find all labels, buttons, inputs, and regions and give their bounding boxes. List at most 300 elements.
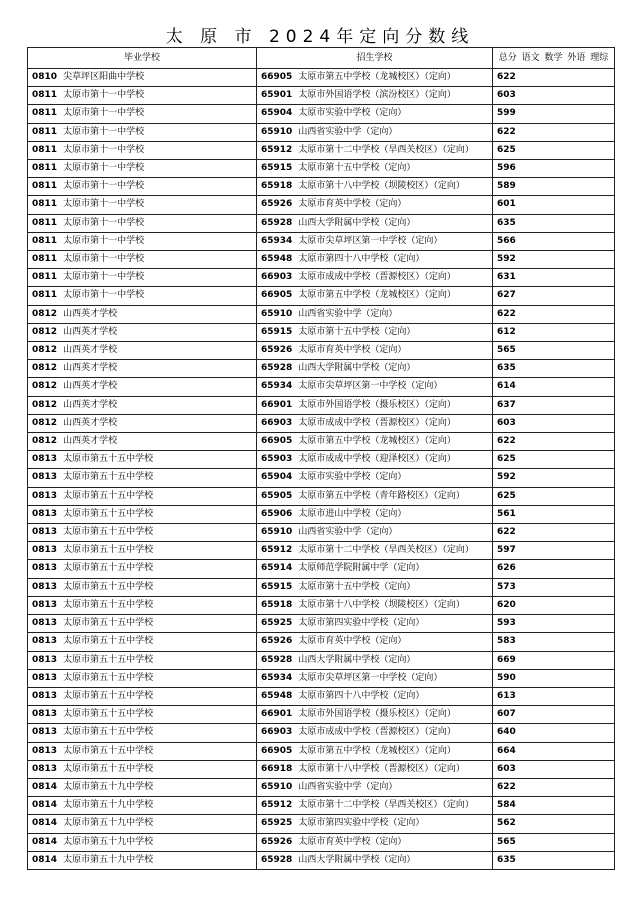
enrolling-school-cell: [257, 833, 493, 851]
enrolling-school-name: 太原市第十八中学校（坝陵校区）（定向）: [298, 599, 465, 610]
total-score: 561: [497, 508, 516, 519]
graduating-school-name: 太原市第五十五中学校: [63, 654, 154, 665]
graduating-school-name: 太原市第十一中学校: [63, 126, 145, 137]
enrolling-school-name: 太原市成成中学校（晋源校区）（定向）: [298, 272, 456, 283]
graduating-school-code: 0813: [32, 763, 58, 774]
enrolling-school-name: 太原市外国语学校（摄乐校区）（定向）: [298, 709, 456, 720]
enrolling-school-name: 太原市第四十八中学校（定向）: [298, 690, 425, 701]
graduating-school-cell: [28, 524, 257, 542]
graduating-school-code: 0813: [32, 545, 58, 556]
total-score: 627: [497, 290, 516, 301]
graduating-school-code: 0811: [32, 90, 58, 101]
graduating-school-cell: [28, 378, 257, 396]
enrolling-school-name: 山西大学附属中学校（定向）: [298, 854, 416, 865]
enrolling-school-name: 太原市尖草坪区第一中学校（定向）: [298, 381, 443, 392]
graduating-school-code: 0811: [32, 126, 58, 137]
graduating-school-name: 太原市第五十五中学校: [63, 545, 154, 556]
table-row: [28, 760, 615, 778]
score-cell: [493, 542, 615, 560]
enrolling-school-name: 太原市成成中学校（迎泽校区）（定向）: [298, 454, 456, 465]
enrolling-school-code: 65912: [261, 545, 293, 556]
cutoff-score-table: [27, 47, 615, 870]
graduating-school-cell: [28, 342, 257, 360]
graduating-school-code: 0814: [32, 854, 58, 865]
table-row: [28, 560, 615, 578]
enrolling-school-cell: [257, 669, 493, 687]
graduating-school-cell: [28, 724, 257, 742]
enrolling-school-cell: [257, 505, 493, 523]
enrolling-school-cell: [257, 305, 493, 323]
graduating-school-name: 太原市第五十五中学校: [63, 472, 154, 483]
enrolling-school-code: 65912: [261, 144, 293, 155]
enrolling-school-name: 山西大学附属中学校（定向）: [298, 654, 416, 665]
score-cell: [493, 633, 615, 651]
total-score: 622: [497, 72, 516, 82]
total-score: 573: [497, 581, 516, 592]
score-cell: [493, 760, 615, 778]
enrolling-school-code: 66901: [261, 709, 293, 720]
score-cell: [493, 578, 615, 596]
graduating-school-name: 太原市第十一中学校: [63, 144, 145, 155]
graduating-school-cell: [28, 778, 257, 796]
graduating-school-code: 0811: [32, 163, 58, 174]
enrolling-school-code: 65948: [261, 690, 293, 701]
table-row: [28, 815, 615, 833]
graduating-school-cell: [28, 360, 257, 378]
enrolling-school-cell: [257, 778, 493, 796]
graduating-school-cell: [28, 851, 257, 869]
score-cell: [493, 724, 615, 742]
table-row: [28, 797, 615, 815]
enrolling-school-name: 山西大学附属中学校（定向）: [298, 217, 416, 228]
graduating-school-code: 0811: [32, 290, 58, 301]
enrolling-school-code: 65904: [261, 472, 293, 483]
enrolling-school-name: 太原师范学院附属中学（定向）: [298, 563, 425, 574]
graduating-school-code: 0813: [32, 472, 58, 483]
graduating-school-code: 0811: [32, 272, 58, 283]
graduating-school-code: 0812: [32, 381, 58, 392]
enrolling-school-code: 65928: [261, 854, 293, 865]
header-graduating-school: 毕业学校: [28, 48, 257, 69]
enrolling-school-cell: [257, 196, 493, 214]
total-score: 566: [497, 235, 516, 246]
score-cell: [493, 560, 615, 578]
score-cell: [493, 487, 615, 505]
enrolling-school-code: 65904: [261, 108, 293, 119]
total-score: 584: [497, 800, 516, 811]
graduating-school-code: 0813: [32, 563, 58, 574]
enrolling-school-name: 太原市第五中学校（龙城校区）（定向）: [298, 745, 456, 756]
enrolling-school-cell: [257, 123, 493, 141]
graduating-school-cell: [28, 269, 257, 287]
score-cell: [493, 123, 615, 141]
total-score: 589: [497, 181, 516, 192]
graduating-school-cell: [28, 633, 257, 651]
enrolling-school-name: 太原市外国语学校（摄乐校区）（定向）: [298, 399, 456, 410]
enrolling-school-name: 太原市第十五中学校（定向）: [298, 581, 416, 592]
enrolling-school-cell: [257, 797, 493, 815]
enrolling-school-name: 太原市第十二中学校（旱西关校区）（定向）: [298, 800, 474, 811]
table-row: [28, 287, 615, 305]
score-cell: [493, 342, 615, 360]
total-score: 565: [497, 345, 516, 356]
graduating-school-name: 太原市第五十九中学校: [63, 781, 154, 792]
enrolling-school-name: 太原市实验中学校（定向）: [298, 108, 407, 119]
graduating-school-cell: [28, 414, 257, 432]
enrolling-school-code: 65915: [261, 581, 293, 592]
enrolling-school-cell: [257, 451, 493, 469]
graduating-school-name: 太原市第十一中学校: [63, 235, 145, 246]
score-cell: [493, 287, 615, 305]
graduating-school-name: 太原市第五十五中学校: [63, 508, 154, 519]
enrolling-school-code: 65910: [261, 527, 293, 538]
total-score: 593: [497, 618, 516, 629]
total-score: 635: [497, 217, 516, 228]
graduating-school-code: 0811: [32, 108, 58, 119]
graduating-school-cell: [28, 578, 257, 596]
total-score: 583: [497, 636, 516, 647]
graduating-school-cell: [28, 287, 257, 305]
total-score: 640: [497, 727, 516, 738]
total-score: 562: [497, 818, 516, 829]
graduating-school-code: 0814: [32, 800, 58, 811]
table-row: [28, 469, 615, 487]
enrolling-school-name: 太原市第五中学校（龙城校区）（定向）: [298, 436, 456, 447]
enrolling-school-cell: [257, 760, 493, 778]
graduating-school-name: 太原市第十一中学校: [63, 290, 145, 301]
enrolling-school-cell: [257, 542, 493, 560]
enrolling-school-name: 太原市第五中学校（龙城校区）（定向）: [298, 290, 456, 301]
graduating-school-code: 0811: [32, 144, 58, 155]
score-cell: [493, 505, 615, 523]
table-row: [28, 578, 615, 596]
graduating-school-code: 0813: [32, 618, 58, 629]
score-cell: [493, 596, 615, 614]
enrolling-school-cell: [257, 560, 493, 578]
enrolling-school-code: 66901: [261, 399, 293, 410]
graduating-school-name: 太原市第十一中学校: [63, 181, 145, 192]
total-score: 635: [497, 854, 516, 865]
table-row: [28, 451, 615, 469]
enrolling-school-name: 太原市尖草坪区第一中学校（定向）: [298, 672, 443, 683]
enrolling-school-cell: [257, 651, 493, 669]
graduating-school-name: 山西英才学校: [63, 399, 118, 410]
enrolling-school-name: 太原市育英中学校（定向）: [298, 345, 407, 356]
table-row: [28, 69, 615, 87]
enrolling-school-cell: [257, 596, 493, 614]
graduating-school-cell: [28, 706, 257, 724]
total-score: 625: [497, 490, 516, 501]
table-row: [28, 505, 615, 523]
enrolling-school-cell: [257, 360, 493, 378]
score-cell: [493, 141, 615, 159]
enrolling-school-cell: [257, 433, 493, 451]
graduating-school-code: 0814: [32, 781, 58, 792]
table-row: [28, 669, 615, 687]
enrolling-school-code: 65910: [261, 126, 293, 137]
enrolling-school-name: 太原市第十五中学校（定向）: [298, 326, 416, 337]
table-row: [28, 360, 615, 378]
total-score: 622: [497, 436, 516, 447]
enrolling-school-code: 65926: [261, 836, 293, 847]
total-score: 669: [497, 654, 516, 665]
graduating-school-code: 0813: [32, 709, 58, 720]
score-cell: [493, 742, 615, 760]
enrolling-school-code: 65914: [261, 563, 293, 574]
enrolling-school-code: 65915: [261, 326, 293, 337]
enrolling-school-cell: [257, 214, 493, 232]
graduating-school-name: 太原市第五十五中学校: [63, 690, 154, 701]
graduating-school-name: 尖草坪区阳曲中学校: [63, 72, 145, 82]
score-cell: [493, 851, 615, 869]
score-cell: [493, 815, 615, 833]
enrolling-school-code: 65906: [261, 508, 293, 519]
enrolling-school-cell: [257, 342, 493, 360]
graduating-school-cell: [28, 251, 257, 269]
score-cell: [493, 323, 615, 341]
graduating-school-cell: [28, 596, 257, 614]
table-row: [28, 851, 615, 869]
graduating-school-code: 0810: [32, 72, 58, 82]
enrolling-school-name: 太原市第五中学校（青年路校区）（定向）: [298, 490, 465, 501]
total-score: 622: [497, 308, 516, 319]
graduating-school-cell: [28, 433, 257, 451]
graduating-school-code: 0813: [32, 690, 58, 701]
graduating-school-cell: [28, 505, 257, 523]
score-cell: [493, 414, 615, 432]
enrolling-school-name: 太原市第四实验中学校（定向）: [298, 818, 425, 829]
enrolling-school-name: 太原市第十八中学校（坝陵校区）（定向）: [298, 181, 465, 192]
table-row: [28, 433, 615, 451]
graduating-school-code: 0811: [32, 181, 58, 192]
score-cell: [493, 396, 615, 414]
graduating-school-name: 太原市第十一中学校: [63, 217, 145, 228]
graduating-school-cell: [28, 232, 257, 250]
graduating-school-cell: [28, 833, 257, 851]
enrolling-school-cell: [257, 69, 493, 87]
score-cell: [493, 833, 615, 851]
total-score: 601: [497, 199, 516, 210]
total-score: 622: [497, 126, 516, 137]
table-row: [28, 724, 615, 742]
enrolling-school-cell: [257, 815, 493, 833]
enrolling-school-name: 太原市尖草坪区第一中学校（定向）: [298, 235, 443, 246]
enrolling-school-cell: [257, 633, 493, 651]
graduating-school-code: 0811: [32, 235, 58, 246]
score-cell: [493, 615, 615, 633]
enrolling-school-code: 65903: [261, 454, 293, 465]
graduating-school-name: 山西英才学校: [63, 308, 118, 319]
graduating-school-name: 太原市第五十五中学校: [63, 581, 154, 592]
graduating-school-cell: [28, 87, 257, 105]
score-cell: [493, 69, 615, 87]
enrolling-school-code: 65934: [261, 672, 293, 683]
graduating-school-name: 太原市第五十五中学校: [63, 727, 154, 738]
graduating-school-code: 0812: [32, 417, 58, 428]
table-row: [28, 323, 615, 341]
total-score: 614: [497, 381, 516, 392]
graduating-school-name: 太原市第十一中学校: [63, 254, 145, 265]
score-cell: [493, 651, 615, 669]
enrolling-school-code: 65948: [261, 254, 293, 265]
graduating-school-cell: [28, 69, 257, 87]
graduating-school-code: 0811: [32, 254, 58, 265]
table-row: [28, 651, 615, 669]
graduating-school-cell: [28, 196, 257, 214]
score-cell: [493, 196, 615, 214]
enrolling-school-cell: [257, 578, 493, 596]
enrolling-school-cell: [257, 160, 493, 178]
enrolling-school-code: 65905: [261, 490, 293, 501]
enrolling-school-cell: [257, 724, 493, 742]
enrolling-school-name: 山西大学附属中学校（定向）: [298, 363, 416, 374]
enrolling-school-code: 66903: [261, 727, 293, 738]
enrolling-school-cell: [257, 105, 493, 123]
enrolling-school-name: 太原市外国语学校（滨汾校区）（定向）: [298, 90, 456, 101]
total-score: 613: [497, 690, 516, 701]
graduating-school-code: 0813: [32, 490, 58, 501]
graduating-school-name: 太原市第十一中学校: [63, 90, 145, 101]
table-row: [28, 269, 615, 287]
total-score: 592: [497, 254, 516, 265]
graduating-school-cell: [28, 742, 257, 760]
graduating-school-cell: [28, 305, 257, 323]
graduating-school-cell: [28, 451, 257, 469]
enrolling-school-code: 65915: [261, 163, 293, 174]
total-score: 592: [497, 472, 516, 483]
enrolling-school-code: 65925: [261, 818, 293, 829]
graduating-school-code: 0813: [32, 727, 58, 738]
graduating-school-name: 太原市第五十九中学校: [63, 800, 154, 811]
graduating-school-name: 太原市第十一中学校: [63, 272, 145, 283]
graduating-school-code: 0814: [32, 818, 58, 829]
total-score: 599: [497, 108, 516, 119]
graduating-school-code: 0811: [32, 217, 58, 228]
score-cell: [493, 105, 615, 123]
total-score: 626: [497, 563, 516, 574]
enrolling-school-name: 太原市成成中学校（晋源校区）（定向）: [298, 417, 456, 428]
graduating-school-cell: [28, 178, 257, 196]
graduating-school-name: 太原市第五十五中学校: [63, 599, 154, 610]
table-row: [28, 615, 615, 633]
header-enrolling-school: 招生学校: [257, 48, 493, 69]
enrolling-school-name: 太原市第十五中学校（定向）: [298, 163, 416, 174]
table-row: [28, 342, 615, 360]
enrolling-school-cell: [257, 414, 493, 432]
enrolling-school-cell: [257, 378, 493, 396]
enrolling-school-code: 65928: [261, 654, 293, 665]
total-score: 637: [497, 399, 516, 410]
graduating-school-name: 太原市第五十五中学校: [63, 745, 154, 756]
graduating-school-code: 0812: [32, 326, 58, 337]
table-row: [28, 687, 615, 705]
graduating-school-cell: [28, 123, 257, 141]
graduating-school-name: 太原市第五十五中学校: [63, 618, 154, 629]
enrolling-school-code: 65926: [261, 199, 293, 210]
table-row: [28, 633, 615, 651]
total-score: 631: [497, 272, 516, 283]
score-cell: [493, 687, 615, 705]
enrolling-school-code: 65912: [261, 800, 293, 811]
enrolling-school-cell: [257, 178, 493, 196]
enrolling-school-code: 66905: [261, 72, 293, 82]
enrolling-school-code: 66905: [261, 436, 293, 447]
total-score: 620: [497, 599, 516, 610]
table-row: [28, 87, 615, 105]
enrolling-school-cell: [257, 851, 493, 869]
enrolling-school-code: 66905: [261, 745, 293, 756]
enrolling-school-name: 山西省实验中学（定向）: [298, 527, 398, 538]
enrolling-school-code: 65925: [261, 618, 293, 629]
enrolling-school-code: 65928: [261, 363, 293, 374]
graduating-school-name: 山西英才学校: [63, 363, 118, 374]
graduating-school-code: 0813: [32, 581, 58, 592]
table-row: [28, 596, 615, 614]
enrolling-school-cell: [257, 469, 493, 487]
graduating-school-cell: [28, 323, 257, 341]
graduating-school-cell: [28, 141, 257, 159]
total-score: 603: [497, 763, 516, 774]
enrolling-school-name: 太原市成成中学校（晋源校区）（定向）: [298, 727, 456, 738]
graduating-school-cell: [28, 542, 257, 560]
score-cell: [493, 232, 615, 250]
enrolling-school-cell: [257, 615, 493, 633]
score-cell: [493, 178, 615, 196]
graduating-school-cell: [28, 815, 257, 833]
enrolling-school-code: 65910: [261, 781, 293, 792]
enrolling-school-code: 66905: [261, 290, 293, 301]
table-row: [28, 542, 615, 560]
total-score: 664: [497, 745, 516, 756]
graduating-school-cell: [28, 560, 257, 578]
enrolling-school-name: 太原市育英中学校（定向）: [298, 636, 407, 647]
table-row: [28, 160, 615, 178]
table-row: [28, 378, 615, 396]
enrolling-school-name: 太原市进山中学校（定向）: [298, 508, 407, 519]
graduating-school-code: 0812: [32, 363, 58, 374]
graduating-school-name: 太原市第十一中学校: [63, 108, 145, 119]
table-row: [28, 742, 615, 760]
page-title: 太 原 市 2024年定向分数线: [165, 27, 475, 47]
graduating-school-code: 0813: [32, 454, 58, 465]
table-row: [28, 123, 615, 141]
table-row: [28, 251, 615, 269]
enrolling-school-cell: [257, 287, 493, 305]
enrolling-school-cell: [257, 141, 493, 159]
graduating-school-code: 0813: [32, 745, 58, 756]
score-cell: [493, 433, 615, 451]
enrolling-school-name: 太原市实验中学校（定向）: [298, 472, 407, 483]
graduating-school-code: 0812: [32, 399, 58, 410]
total-score: 603: [497, 417, 516, 428]
table-row: [28, 487, 615, 505]
total-score: 607: [497, 709, 516, 720]
graduating-school-code: 0813: [32, 599, 58, 610]
score-cell: [493, 87, 615, 105]
total-score: 597: [497, 545, 516, 556]
score-cell: [493, 469, 615, 487]
enrolling-school-cell: [257, 396, 493, 414]
enrolling-school-name: 太原市第十二中学校（旱西关校区）（定向）: [298, 144, 474, 155]
graduating-school-cell: [28, 687, 257, 705]
graduating-school-cell: [28, 396, 257, 414]
graduating-school-name: 山西英才学校: [63, 326, 118, 337]
table-row: [28, 178, 615, 196]
graduating-school-name: 太原市第五十九中学校: [63, 818, 154, 829]
total-score: 612: [497, 326, 516, 337]
graduating-school-name: 太原市第五十五中学校: [63, 763, 154, 774]
enrolling-school-name: 太原市第四实验中学校（定向）: [298, 618, 425, 629]
